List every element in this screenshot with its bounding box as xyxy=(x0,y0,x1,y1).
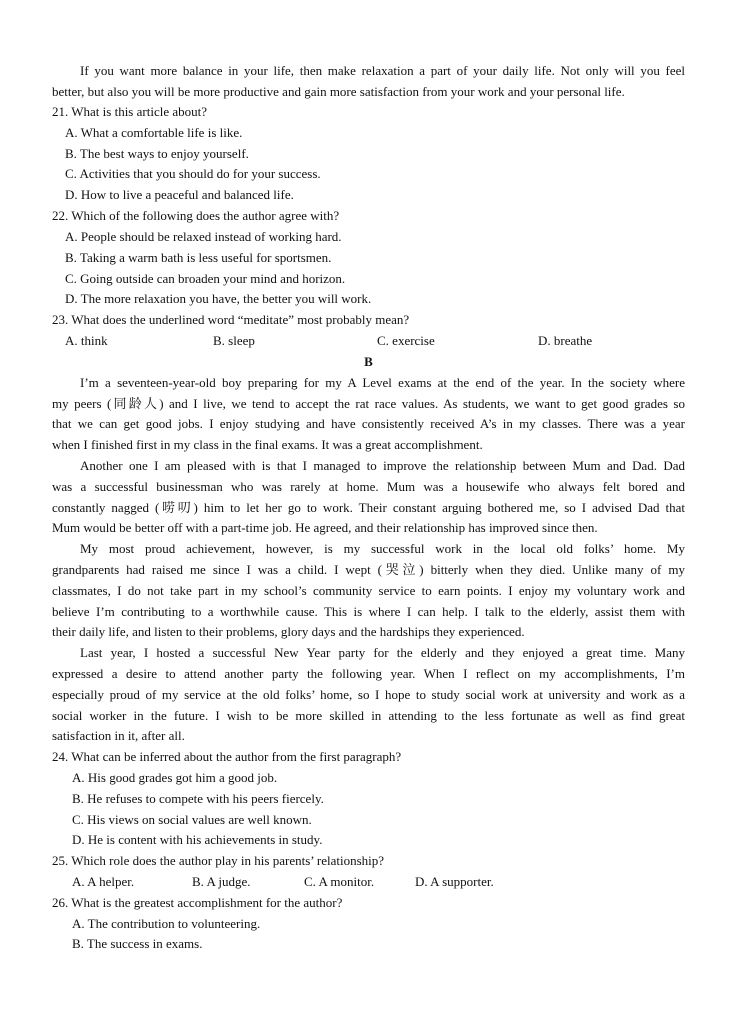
intro-line-1: If you want more balance in your life, then make relaxation a part of your daily life. Not only will you feel xyxy=(80,63,685,78)
passage-p2-line-3: constantly nagged (唠叨) him to let her go to work. Their constant arguing bothered me, so I advised Dad that xyxy=(52,500,685,515)
passage-p1-line-2: my peers (同龄人) and I live, we tend to accept the rat race values. As students, we want to get good grades so xyxy=(52,396,685,411)
question-25-stem: 25. Which role does the author play in his parents’ relationship? xyxy=(52,853,385,868)
question-24-stem: 24. What can be inferred about the author from the first paragraph? xyxy=(52,749,402,764)
question-23-option-d[interactable]: D. breathe xyxy=(538,333,593,348)
passage-p3-line-3: classmates, I do not take part in my school’s community service to earn points. I enjoy my voluntary work and xyxy=(52,583,685,598)
question-21-stem: 21. What is this article about? xyxy=(52,104,207,119)
question-22-option-a[interactable]: A. People should be relaxed instead of working hard. xyxy=(65,229,342,244)
question-23-option-c[interactable]: C. exercise xyxy=(377,333,435,348)
question-25-option-d[interactable]: D. A supporter. xyxy=(415,874,494,889)
passage-p2-line-1: Another one I am pleased with is that I managed to improve the relationship between Mum and Dad. Dad xyxy=(80,458,685,473)
passage-p4-line-5: satisfaction in it, after all. xyxy=(52,728,185,743)
question-22-option-c[interactable]: C. Going outside can broaden your mind and horizon. xyxy=(65,271,346,286)
question-26-option-a[interactable]: A. The contribution to volunteering. xyxy=(72,916,261,931)
question-25-option-b[interactable]: B. A judge. xyxy=(192,874,251,889)
passage-p2-line-4: Mum would be better off with a part-time job. He agreed, and their relationship has improved since then. xyxy=(52,520,598,535)
passage-p3-line-1: My most proud achievement, however, is my successful work in the local old folks’ home. My xyxy=(80,541,685,556)
passage-p3-line-5: their daily life, and listen to their problems, glory days and the hardships they experienced. xyxy=(52,624,525,639)
passage-p1-line-1: I’m a seventeen-year-old boy preparing for my A Level exams at the end of the year. In the society where xyxy=(80,375,685,390)
question-21-option-c[interactable]: C. Activities that you should do for your success. xyxy=(65,166,321,181)
question-21-option-a[interactable]: A. What a comfortable life is like. xyxy=(65,125,243,140)
passage-p1-line-3: that we can get good jobs. I enjoy studying and have consistently received A’s in my classes. There was a year xyxy=(52,416,685,431)
question-21-option-b[interactable]: B. The best ways to enjoy yourself. xyxy=(65,146,249,161)
question-25-option-a[interactable]: A. A helper. xyxy=(72,874,135,889)
section-b-title: B xyxy=(364,354,373,369)
question-24-option-b[interactable]: B. He refuses to compete with his peers fiercely. xyxy=(72,791,324,806)
passage-p1-line-4: when I finished first in my class in the final exams. It was a great accomplishment. xyxy=(52,437,483,452)
question-22-stem: 22. Which of the following does the author agree with? xyxy=(52,208,340,223)
passage-p3-line-4: believe I’m contributing to a worthwhile cause. This is where I can help. I talk to the elderly, assist them with xyxy=(52,604,685,619)
question-24-option-a[interactable]: A. His good grades got him a good job. xyxy=(72,770,278,785)
question-26-option-b[interactable]: B. The success in exams. xyxy=(72,936,203,951)
passage-p2-line-2: was a successful businessman who was rarely at home. Mum was a housewife who always felt bored and xyxy=(52,479,685,494)
intro-line-2: better, but also you will be more productive and gain more satisfaction from your work and your personal life. xyxy=(52,84,625,99)
passage-p4-line-4: social worker in the future. I wish to be more skilled in attending to the less fortunate as well as find great xyxy=(52,708,685,723)
passage-p4-line-2: expressed a desire to attend another party the following year. When I reflect on my accomplishments, I’m xyxy=(52,666,685,681)
question-26-stem: 26. What is the greatest accomplishment for the author? xyxy=(52,895,343,910)
question-23-stem: 23. What does the underlined word “meditate” most probably mean? xyxy=(52,312,410,327)
question-22-option-b[interactable]: B. Taking a warm bath is less useful for sportsmen. xyxy=(65,250,332,265)
question-23-option-a[interactable]: A. think xyxy=(65,333,108,348)
passage-p3-line-2: grandparents had raised me since I was a child. I wept (哭泣) bitterly when they died. Unlike many of my xyxy=(52,562,685,577)
passage-p4-line-3: especially proud of my service at the old folks’ home, so I hope to study social work at university and work as a xyxy=(52,687,685,702)
question-25-option-c[interactable]: C. A monitor. xyxy=(304,874,375,889)
passage-p4-line-1: Last year, I hosted a successful New Year party for the elderly and they enjoyed a great time. Many xyxy=(80,645,685,660)
question-23-option-b[interactable]: B. sleep xyxy=(213,333,255,348)
question-24-option-c[interactable]: C. His views on social values are well known. xyxy=(72,812,312,827)
question-22-option-d[interactable]: D. The more relaxation you have, the better you will work. xyxy=(65,291,372,306)
question-24-option-d[interactable]: D. He is content with his achievements in study. xyxy=(72,832,323,847)
question-21-option-d[interactable]: D. How to live a peaceful and balanced life. xyxy=(65,187,294,202)
